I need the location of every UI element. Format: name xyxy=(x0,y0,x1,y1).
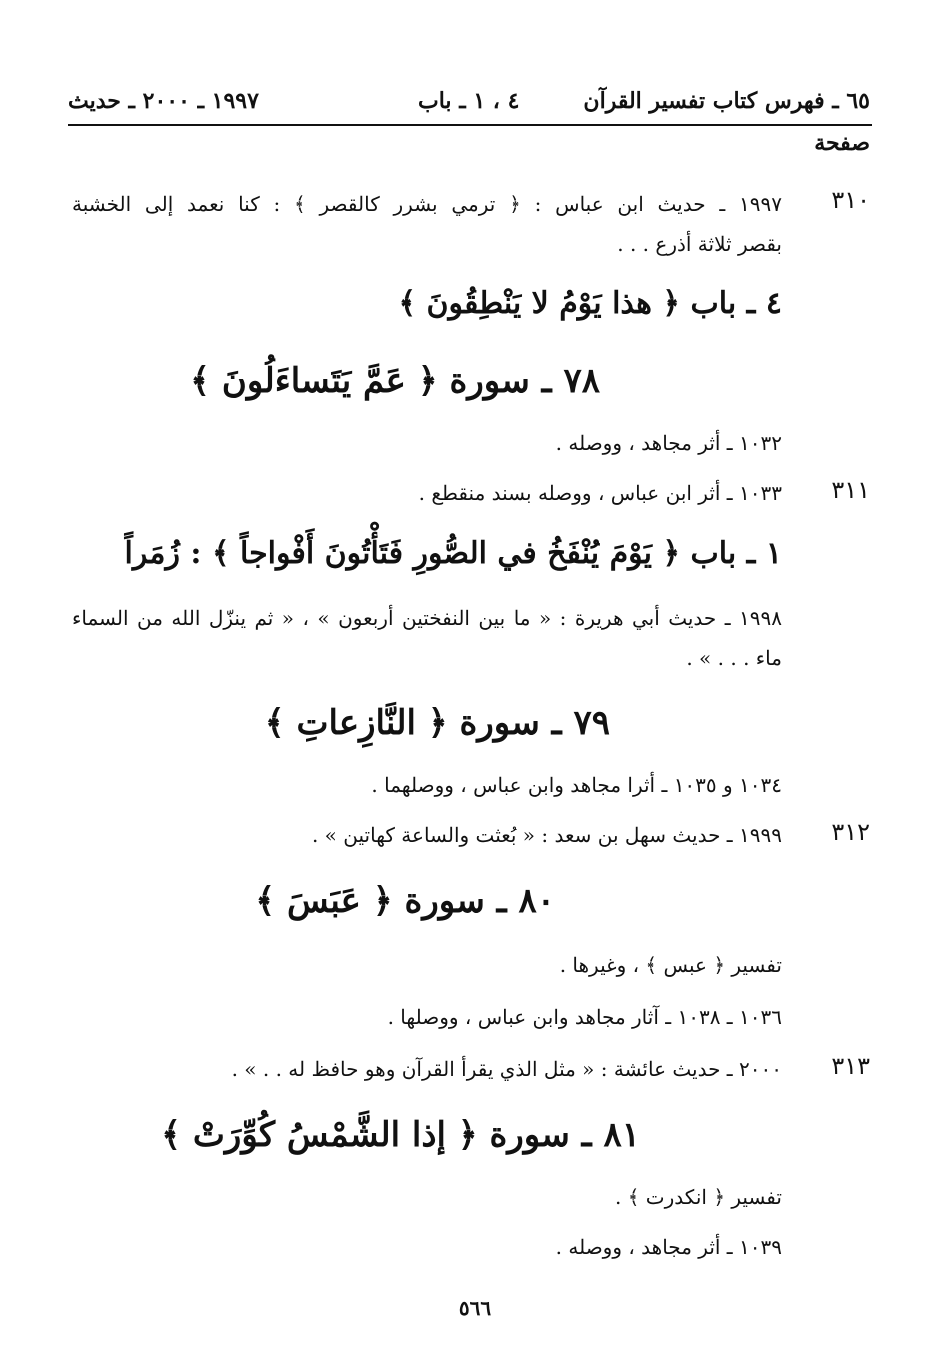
tafsir-entry: تفسير ﴿ انكدرت ﴾ . xyxy=(615,1185,782,1209)
hadith-entry xyxy=(72,184,782,264)
header-section: ٤ ، ١ ـ باب xyxy=(418,88,520,114)
running-header xyxy=(68,88,870,122)
entry-line: ١٩٩٧ ـ حديث ابن عباس : ﴿ ترمي بشرر كالقصر ﴾ : كنا نعمد إلى الخشبة xyxy=(72,192,782,216)
bab-heading: ٤ ـ باب ﴿ هذا يَوْمُ لا يَنْطِقُونَ ﴾ xyxy=(398,286,782,321)
page-reference: ٣١٠ xyxy=(831,186,870,214)
header-hadith-range: ١٩٩٧ ـ ٢٠٠٠ ـ حديث xyxy=(68,88,259,114)
tafsir-entry: تفسير ﴿ عبس ﴾ ، وغيرها . xyxy=(559,953,782,977)
hadith-entry: ٢٠٠٠ ـ حديث عائشة : « مثل الذي يقرأ القرآن وهو حافظ له . . » . xyxy=(231,1057,782,1081)
entry-line: ١٩٩٨ ـ حديث أبي هريرة : « ما بين النفختين أربعون » ، « ثم ينزّل الله من السماء xyxy=(72,606,782,630)
page-reference: ٣١٢ xyxy=(831,818,870,846)
hadith-entry: ١٩٩٩ ـ حديث سهل بن سعد : « بُعثت والساعة كهاتين » . xyxy=(311,823,782,847)
page-reference: ٣١٣ xyxy=(831,1052,870,1080)
entry-line: ماء . . . » . xyxy=(686,646,782,670)
athar-entry: ١٠٣٣ ـ أثر ابن عباس ، ووصله بسند منقطع . xyxy=(418,481,782,505)
page-column-label: صفحة xyxy=(814,130,870,156)
athar-entry: ١٠٣٩ ـ أثر مجاهد ، ووصله . xyxy=(555,1235,782,1259)
surah-heading: ٨١ ـ سورة ﴿ إذا الشَّمْسُ كُوِّرَتْ ﴾ xyxy=(161,1115,640,1155)
surah-heading: ٧٨ ـ سورة ﴿ عَمَّ يَتَساءَلُونَ ﴾ xyxy=(190,361,600,401)
surah-heading: ٨٠ ـ سورة ﴿ عَبَسَ ﴾ xyxy=(255,881,555,921)
header-divider xyxy=(68,124,872,126)
athar-entry: ١٠٣٤ و ١٠٣٥ ـ أثرا مجاهد وابن عباس ، ووصلهما . xyxy=(371,773,782,797)
header-chapter-title: ٦٥ ـ فهرس كتاب تفسير القرآن xyxy=(583,88,870,114)
athar-entry: ١٠٣٢ ـ أثر مجاهد ، ووصله . xyxy=(555,431,782,455)
page-number: ٥٦٦ xyxy=(458,1296,492,1320)
page-reference: ٣١١ xyxy=(831,476,870,504)
hadith-entry xyxy=(72,598,782,678)
athar-entry: ١٠٣٦ ـ ١٠٣٨ ـ آثار مجاهد وابن عباس ، ووصلها . xyxy=(387,1005,782,1029)
bab-heading: ١ ـ باب ﴿ يَوْمَ يُنْفَخُ في الصُّورِ فَتَأْتُونَ أَفْواجاً ﴾ : زُمَراً xyxy=(124,536,782,571)
entry-line: بقصر ثلاثة أذرع . . . xyxy=(617,232,782,256)
surah-heading: ٧٩ ـ سورة ﴿ النَّازِعاتِ ﴾ xyxy=(264,703,610,743)
